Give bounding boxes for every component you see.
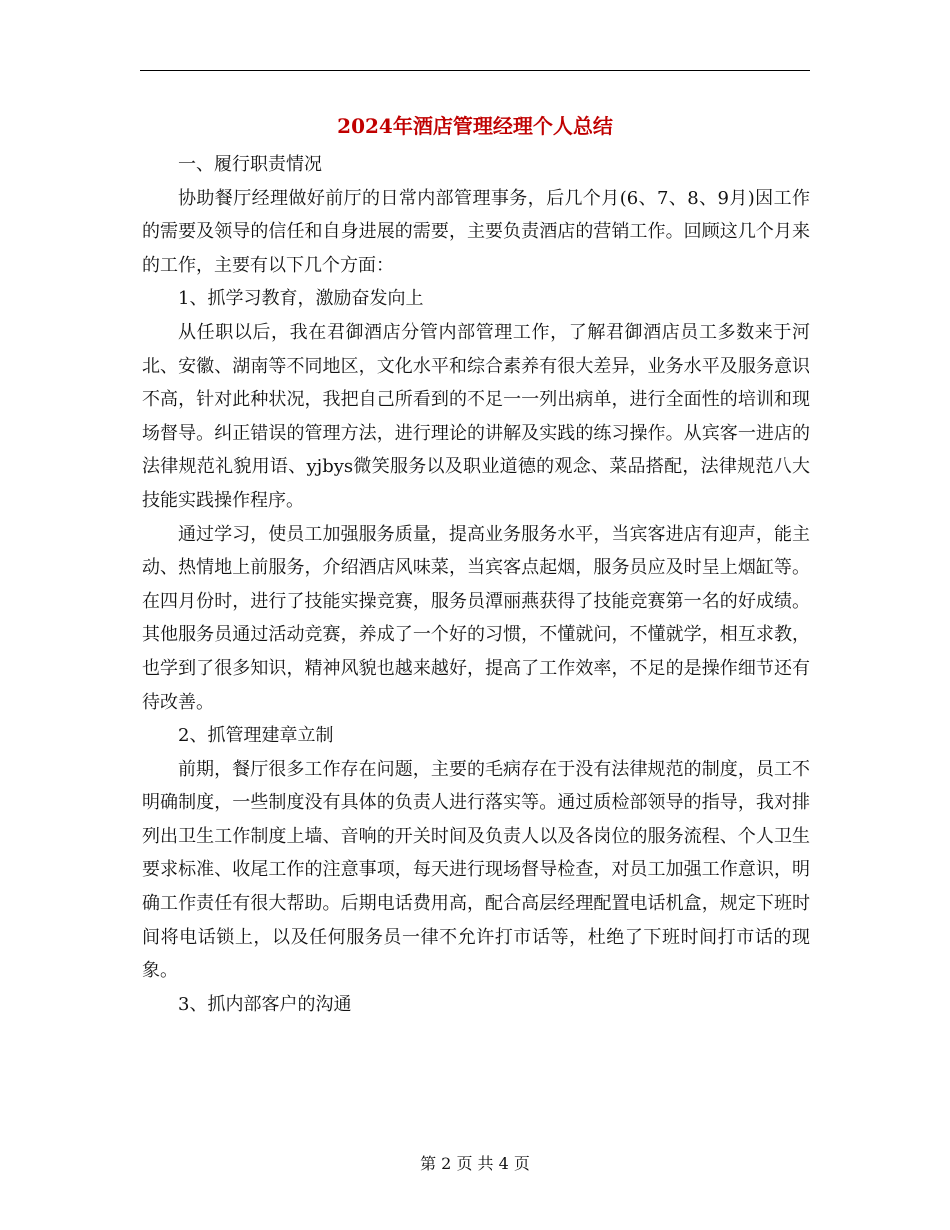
body-paragraph: 协助餐厅经理做好前厅的日常内部管理事务，后几个月(6、7、8、9月)因工作的需要及领导的信任和自身进展的需要，主要负责酒店的营销工作。回顾这几个月来的工作，主要有以下几个方面： (142, 187, 810, 276)
header-rule (140, 70, 810, 71)
body-paragraph: 前期，餐厅很多工作存在问题，主要的毛病存在于没有法律规范的制度，员工不明确制度，一些制度没有具体的负责人进行落实等。通过质检部领导的指导，我对排列出卫生工作制度上墙、音响的开关时间及负责人以及各岗位的服务流程、个人卫生要求标准、收尾工作的注意事项，每天进行现场督导检查，对员工加强工作意识，明确工作责任有很大帮助。后期电话费用高，配合高层经理配置电话机盒，规定下班时间将电话锁上，以及任何服务员一律不允许打市话等，杜绝了下班时间打市话的现象。 (142, 758, 810, 982)
body-paragraph: 通过学习，使员工加强服务质量，提高业务服务水平，当宾客进店有迎声，能主动、热情地上前服务，介绍酒店风味菜，当宾客点起烟，服务员应及时呈上烟缸等。在四月份时，进行了技能实操竞赛，服务员潭丽燕获得了技能竞赛第一名的好成绩。其他服务员通过活动竞赛，养成了一个好的习惯，不懂就问，不懂就学，相互求教，也学到了很多知识，精神风貌也越来越好，提高了工作效率，不足的是操作细节还有待改善。 (142, 523, 810, 713)
document-body (142, 148, 810, 1021)
document-title: 2024年酒店管理经理个人总结 (337, 114, 613, 138)
subsection-heading-education: 1、抓学习教育，激励奋发向上 (178, 288, 424, 310)
subsection-heading-communication: 3、抓内部客户的沟通 (178, 993, 352, 1015)
body-paragraph: 从任职以后，我在君御酒店分管内部管理工作，了解君御酒店员工多数来于河北、安徽、湖南等不同地区，文化水平和综合素养有很大差异，业务水平及服务意识不高，针对此种状况，我把自己所看到的不足一一列出病单，进行全面性的培训和现场督导。纠正错误的管理方法，进行理论的讲解及实践的练习操作。从宾客一进店的法律规范礼貌用语、yjbys微笑服务以及职业道德的观念、菜品搭配，法律规范八大技能实践操作程序。 (142, 321, 810, 511)
page-number: 第 2 页 共 4 页 (420, 1154, 530, 1173)
subsection-heading-management: 2、抓管理建章立制 (178, 725, 334, 747)
section-heading-duties: 一、履行职责情况 (178, 154, 322, 175)
